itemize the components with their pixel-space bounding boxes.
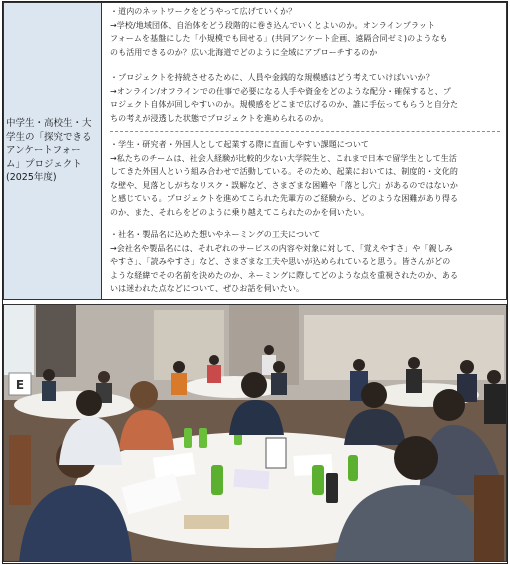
project-title-cell [4,3,102,299]
question-naming [110,228,500,296]
question-text: と感じている。プロジェクトを進めてこられた先輩方のご経験から、どのような困難があり得る [110,194,459,203]
questions-cell [102,3,506,299]
question-heading: ・学生・研究者・外国人として起業する際に直面しやすい課題について [110,140,370,149]
project-title-line: (2025年度) [6,172,57,184]
section-divider [110,131,500,132]
question-text: のも活用できるのか？広い北海道でどのように全域にアプローチするのか [110,47,378,57]
question-text: →学校/地域団体、自治体をどう段階的に巻き込んでいくとよいのか。オンラインプラット [110,20,436,30]
project-title-line: アンケートフォー [6,145,81,157]
workshop-photo [3,304,507,562]
project-title [6,117,92,185]
question-sustainability [110,71,500,125]
question-text: してきた外国人という組み合わせで活動している。そのため、起業においては、制度的・文化的 [110,167,458,176]
question-text: ロジェクト自体が回しやすいのか。規模感をどこまで広げるのか、誰に手伝ってもらうと自分た [110,100,459,109]
question-heading: ・プロジェクトを持続させるために、人員や金銭的な規模感はどう考えていけばいいか？ [110,73,434,82]
question-text: フォームを基盤にした「小規模でも回せる」(共同アンケート企画、遠隔合同ゼミ)のようなも [110,34,448,43]
question-text: ちの考えが浸透した状態でプロジェクトを進められるのか。 [110,113,329,123]
question-text: のか、また、それらをどのように乗り越えてこられたのかを伺いたい。 [110,207,370,217]
question-text: やすさ」、「読みやすさ」など、さまざまな工夫や思いが込められていると思う。皆さんがどの [110,257,451,266]
question-challenges [110,138,500,219]
question-text: →私たちのチームは、社会人経験が比較的少ない大学院生と、これまで日本で留学生として生活 [110,153,457,163]
question-text: →オンライン/オフラインでの仕事で必要になる人手や資金をどのような配分・確保すると、プ [110,86,451,96]
question-network [110,5,500,59]
project-table [3,2,507,300]
project-title-line: ム」プロジェクト [6,158,82,170]
question-text: ような経緯でその名前を決めたのか、ネーミングに際してどのような点を重視されたのか、ある [110,270,459,280]
question-heading: ・道内のネットワークをどうやって広げていくか？ [110,7,297,16]
project-title-line: 学生の「探究できる [6,131,92,143]
question-text: な壁や、見落としがちなリスク・誤解など、さまざまな困難や「落とし穴」があるのではないか [110,180,458,190]
question-heading: ・社名・製品名に込めた想いやネーミングの工夫について [110,230,321,239]
project-title-line: 中学生・高校生・大 [6,118,92,130]
question-text: いは迷われた点などについて、ぜひお話を伺いたい。 [110,284,305,293]
table-sign: E [15,378,25,392]
question-text: →会社名や製品名には、それぞれのサービスの内容や対象に対して、「覚えやすさ」や「親しみ [110,243,453,253]
